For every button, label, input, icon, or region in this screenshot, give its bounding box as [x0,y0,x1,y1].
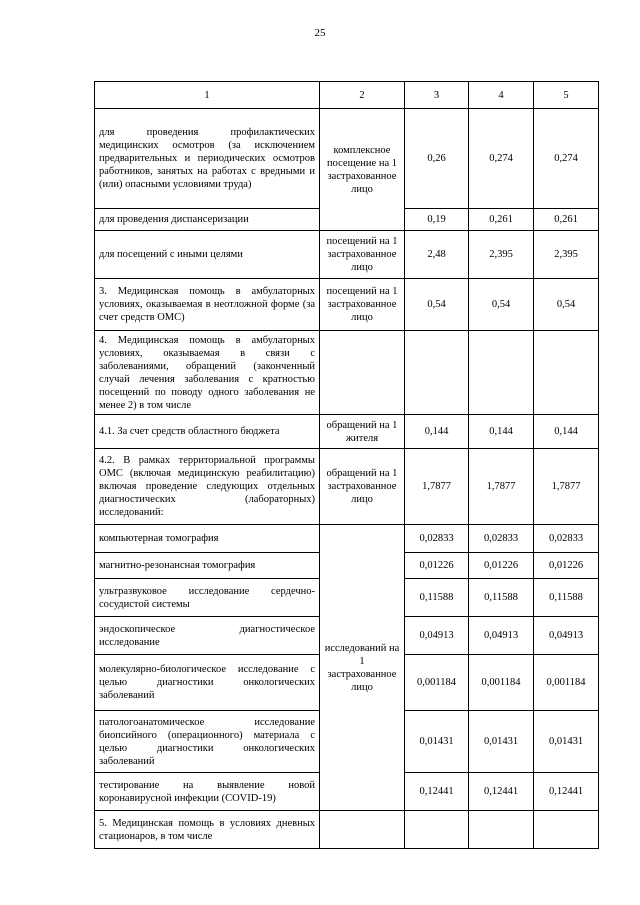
value-col3: 0,19 [405,209,469,231]
value-col5: 0,001184 [534,655,599,711]
row-label: 5. Медицинская помощь в условиях дневных стационаров, в том числе [95,811,320,849]
value-col4: 0,11588 [469,579,534,617]
row-label: 4.1. За счет средств областного бюджета [95,415,320,449]
indicator-table [94,81,599,849]
value-col5: 0,144 [534,415,599,449]
value-col3 [405,811,469,849]
value-col4: 0,12441 [469,773,534,811]
page-number: 25 [314,27,326,39]
table-row [95,525,599,553]
header-cell: 5 [534,82,599,109]
value-col5: 0,01431 [534,711,599,773]
row-label: ультразвуковое исследование сердечно-сосудистой системы [95,579,320,617]
header-cell: 2 [320,82,405,109]
value-col4: 0,261 [469,209,534,231]
row-label: для посещений с иными целями [95,231,320,279]
header-cell: 4 [469,82,534,109]
value-col5: 2,395 [534,231,599,279]
row-label: 3. Медицинская помощь в амбулаторных условиях, оказываемая в неотложной форме (за счет средств ОМС) [95,279,320,331]
row-unit: посещений на 1 застрахованное лицо [320,279,405,331]
value-col3: 0,54 [405,279,469,331]
table-row [95,415,599,449]
value-col5: 0,54 [534,279,599,331]
value-col3: 0,01431 [405,711,469,773]
row-label: компьютерная томография [95,525,320,553]
value-col5: 0,12441 [534,773,599,811]
row-label: для проведения профилактических медицинских осмотров (за исключением предварительных и периодических осмотров работников, занятых на работах с вредными и (или) опасными условиями труда) [95,109,320,209]
value-col4: 0,01431 [469,711,534,773]
row-label: патологоанатомическое исследование биопсийного (операционного) материала с целью диагностики онкологических заболеваний [95,711,320,773]
header-row [95,82,599,109]
row-unit: обращений на 1 застрахованное лицо [320,449,405,525]
row-label: для проведения диспансеризации [95,209,320,231]
row-unit: комплексное посещение на 1 застрахованное лицо [320,109,405,231]
value-col3: 0,26 [405,109,469,209]
value-col4: 0,02833 [469,525,534,553]
row-label: тестирование на выявление новой коронавирусной инфекции (COVID-19) [95,773,320,811]
row-unit: обращений на 1 жителя [320,415,405,449]
value-col3: 0,001184 [405,655,469,711]
table-row [95,331,599,415]
value-col4: 0,001184 [469,655,534,711]
row-unit [320,331,405,415]
header-cell: 3 [405,82,469,109]
value-col3: 0,01226 [405,553,469,579]
value-col4: 0,54 [469,279,534,331]
value-col4 [469,811,534,849]
value-col3: 0,11588 [405,579,469,617]
row-label: эндоскопическое диагностическое исследование [95,617,320,655]
value-col4: 0,04913 [469,617,534,655]
row-label: молекулярно-биологическое исследование с целью диагностики онкологических заболеваний [95,655,320,711]
row-label: 4.2. В рамках территориальной программы ОМС (включая медицинскую реабилитацию) включая проведение следующих отдельных диагностических (лабораторных) исследований: [95,449,320,525]
value-col5: 0,261 [534,209,599,231]
value-col4: 0,01226 [469,553,534,579]
value-col3: 0,04913 [405,617,469,655]
value-col5 [534,811,599,849]
row-unit: посещений на 1 застрахованное лицо [320,231,405,279]
table-row [95,231,599,279]
row-unit: исследований на 1 застрахованное лицо [320,525,405,811]
row-label: 4. Медицинская помощь в амбулаторных условиях, оказываемая в связи с заболеваниями, обращений (законченный случай лечения заболевания с кратностью посещений по поводу одного заболевания не менее 2) в том числе [95,331,320,415]
value-col3: 0,02833 [405,525,469,553]
value-col5: 0,11588 [534,579,599,617]
row-label: магнитно-резонансная томография [95,553,320,579]
value-col4 [469,331,534,415]
value-col3: 0,144 [405,415,469,449]
table-row [95,279,599,331]
value-col3 [405,331,469,415]
header-cell: 1 [95,82,320,109]
value-col3: 1,7877 [405,449,469,525]
value-col3: 2,48 [405,231,469,279]
value-col5 [534,331,599,415]
table-row [95,449,599,525]
value-col4: 0,274 [469,109,534,209]
row-unit [320,811,405,849]
table-row [95,109,599,209]
value-col4: 0,144 [469,415,534,449]
value-col5: 1,7877 [534,449,599,525]
table-row [95,811,599,849]
value-col5: 0,274 [534,109,599,209]
value-col3: 0,12441 [405,773,469,811]
value-col5: 0,01226 [534,553,599,579]
value-col5: 0,04913 [534,617,599,655]
value-col4: 1,7877 [469,449,534,525]
value-col4: 2,395 [469,231,534,279]
value-col5: 0,02833 [534,525,599,553]
